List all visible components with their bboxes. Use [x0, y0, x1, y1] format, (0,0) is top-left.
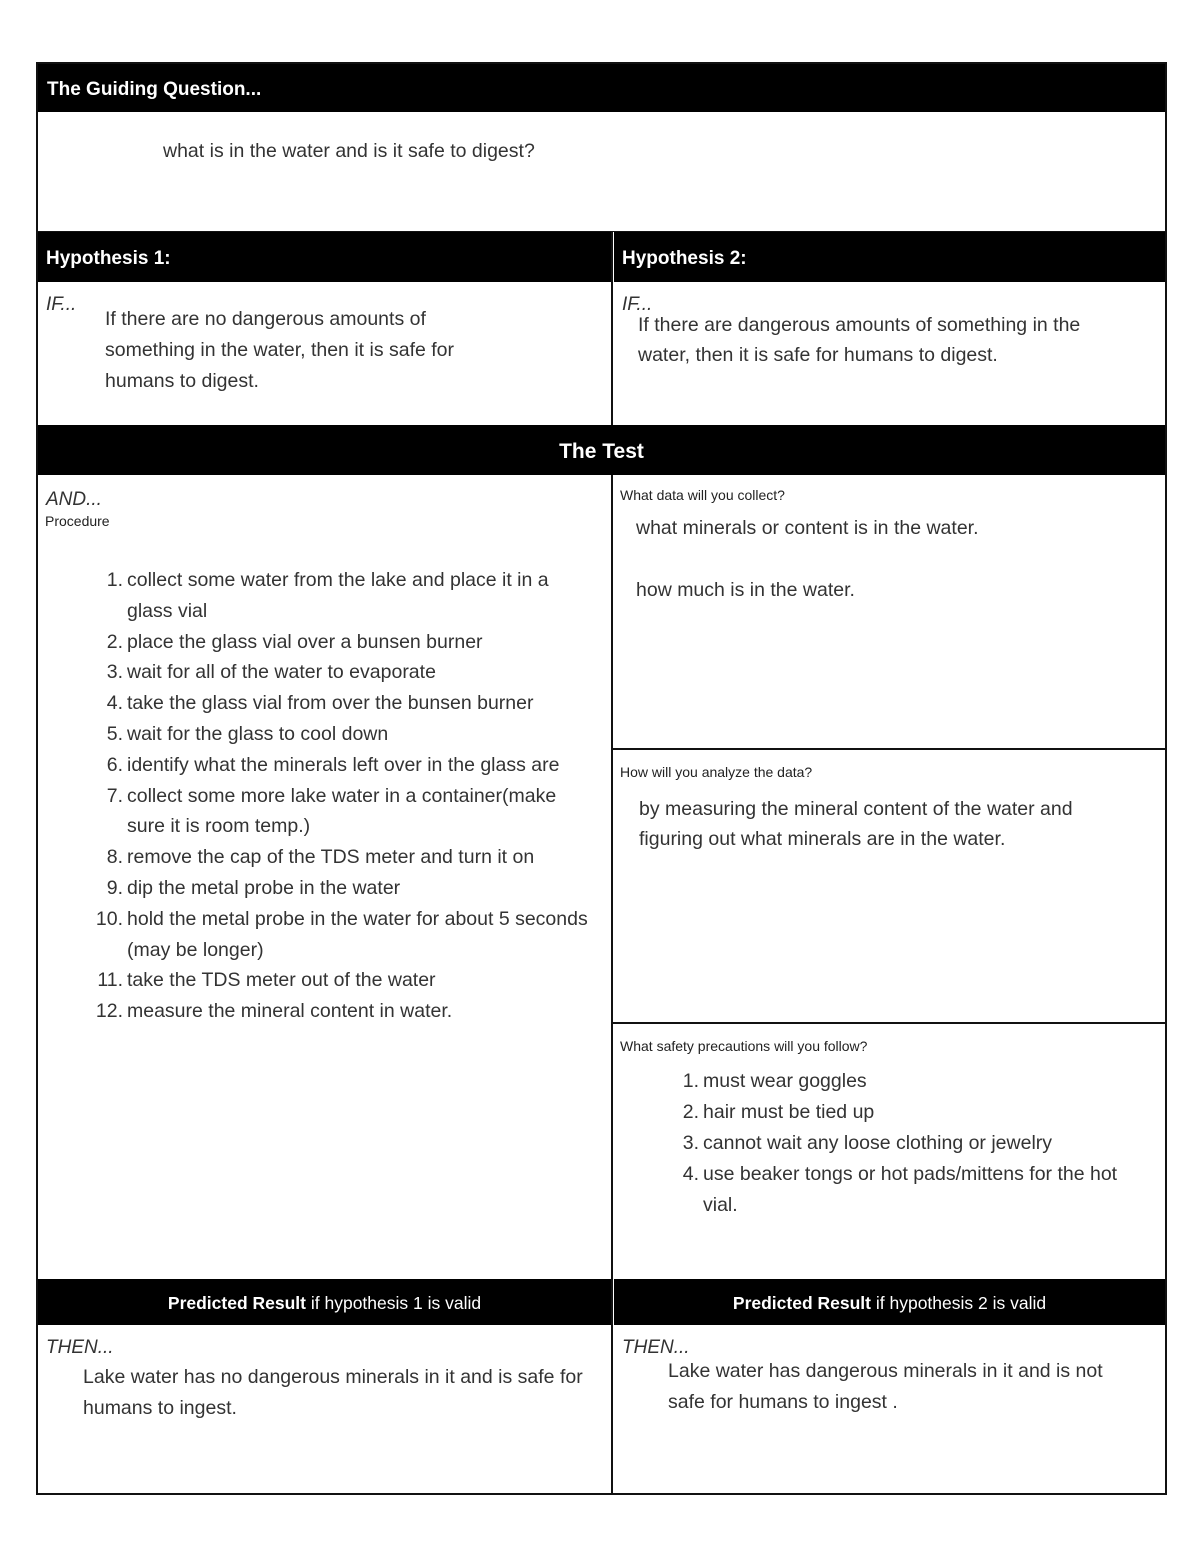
safety-box: [614, 1024, 1165, 1279]
procedure-label: Procedure: [45, 513, 110, 529]
rule-guiding-bottom: [38, 231, 1165, 232]
procedure-step-item: [95, 781, 595, 843]
procedure-step-item-text: wait for all of the water to evaporate: [127, 661, 436, 684]
procedure-step-item-text: hold the metal probe in the water for about 5 seconds (may be longer): [127, 907, 588, 961]
hypothesis-1-header: [38, 232, 611, 282]
procedure-step-item-number: 3.: [106, 661, 123, 684]
safety-precaution-item-number: 3.: [682, 1132, 699, 1154]
procedure-step-item-number: 4.: [106, 692, 123, 715]
safety-precaution-item-text: must wear goggles: [703, 1070, 867, 1092]
safety-precaution-item-number: 4.: [682, 1163, 699, 1185]
procedure-step-item-number: 7.: [106, 784, 123, 807]
procedure-step-item: [95, 688, 595, 719]
and-label: AND...: [46, 489, 102, 510]
procedure-step-item-number: 9.: [106, 876, 123, 899]
analyze-question: How will you analyze the data?: [620, 764, 813, 780]
data-collect-box: [614, 475, 1165, 749]
result-1-box: [38, 1325, 612, 1493]
procedure-step-item-number: 1.: [106, 569, 123, 591]
result-2-then: THEN...: [622, 1337, 690, 1358]
guiding-question-title: The Guiding Question...: [47, 79, 262, 100]
guiding-question-answer: what is in the water and is it safe to digest?: [163, 140, 535, 162]
procedure-step-item-text: identify what the minerals left over in the glass are: [127, 753, 560, 776]
result-2-box: [614, 1325, 1165, 1493]
procedure-step-item-text: wait for the glass to cool down: [127, 722, 389, 745]
procedure-step-item-number: 10.: [95, 907, 123, 930]
safety-precaution-item-text: use beaker tongs or hot pads/mittens for the hot vial.: [703, 1163, 1118, 1216]
procedure-step-item-number: 2.: [106, 630, 123, 653]
procedure-step-item: [95, 842, 595, 873]
procedure-step-item: [95, 904, 595, 966]
result-2-header: [614, 1279, 1165, 1325]
procedure-step-item-text: dip the metal probe in the water: [127, 876, 401, 899]
hypothesis-divider: [611, 232, 613, 425]
procedure-step-item-text: remove the cap of the TDS meter and turn it on: [127, 846, 535, 869]
safety-precaution-item: [671, 1066, 1131, 1097]
procedure-step-item: [95, 965, 595, 996]
procedure-step-item: [95, 657, 595, 688]
procedure-step-item-text: measure the mineral content in water.: [127, 1000, 453, 1023]
safety-list: [671, 1066, 1131, 1221]
data-collect-answer-2: how much is in the water.: [636, 579, 855, 601]
hypothesis-2-title: Hypothesis 2:: [622, 248, 747, 269]
procedure-step-item-number: 6.: [106, 753, 123, 776]
hypothesis-2-header: [614, 232, 1165, 282]
safety-precaution-item-number: 1.: [682, 1070, 699, 1092]
result-1-header-rest: if hypothesis 1 is valid: [306, 1293, 482, 1313]
test-title: The Test: [559, 440, 644, 463]
data-collect-question: What data will you collect?: [620, 487, 785, 503]
result-2-header-rest: if hypothesis 2 is valid: [871, 1293, 1047, 1313]
result-1-header: [38, 1279, 611, 1325]
guiding-question-header: [38, 64, 1165, 112]
procedure-step-item-text: collect some more lake water in a container(make sure it is room temp.): [127, 784, 557, 838]
safety-question: What safety precautions will you follow?: [620, 1038, 868, 1054]
hypothesis-1-text: If there are no dangerous amounts of something in the water, then it is safe for humans to digest.: [105, 308, 455, 392]
result-1-header-bold: Predicted Result: [167, 1293, 306, 1313]
procedure-step-item: [95, 873, 595, 904]
procedure-list: [95, 565, 595, 1027]
procedure-step-item: [95, 565, 595, 627]
procedure-step-item-number: 5.: [106, 722, 123, 745]
hypothesis-2-if: IF...: [622, 294, 653, 315]
procedure-step-item-number: 12.: [95, 1000, 123, 1023]
safety-precaution-item: [671, 1159, 1131, 1221]
safety-precaution-item-text: cannot wait any loose clothing or jewelry: [703, 1132, 1053, 1154]
data-collect-answer-1: what minerals or content is in the water.: [636, 517, 979, 539]
result-2-text: Lake water has dangerous minerals in it and is not safe for humans to ingest .: [668, 1360, 1103, 1413]
worksheet: [36, 62, 1167, 1495]
hypothesis-1-box: [38, 282, 612, 425]
analyze-answer: by measuring the mineral content of the water and figuring out what minerals are in the water.: [639, 798, 1073, 850]
safety-precaution-item-text: hair must be tied up: [703, 1101, 875, 1123]
hypothesis-2-text: If there are dangerous amounts of something in the water, then it is safe for humans to digest.: [638, 314, 1081, 366]
procedure-step-item: [95, 719, 595, 750]
procedure-step-item: [95, 996, 595, 1027]
analyze-box: [614, 750, 1165, 1022]
procedure-box: [38, 475, 612, 1279]
procedure-step-item-text: collect some water from the lake and place it in a glass vial: [127, 569, 549, 622]
procedure-step-item-number: 8.: [106, 846, 123, 869]
procedure-step-item-text: take the glass vial from over the bunsen burner: [127, 692, 534, 715]
safety-precaution-item-number: 2.: [682, 1101, 699, 1123]
procedure-step-item: [95, 627, 595, 658]
guiding-question-box: [38, 112, 1165, 232]
test-header: [38, 425, 1165, 475]
test-divider: [611, 475, 613, 1279]
result-1-then: THEN...: [46, 1337, 114, 1358]
hypothesis-1-if: IF...: [46, 294, 77, 315]
hypothesis-2-box: [614, 282, 1165, 425]
procedure-step-item-text: take the TDS meter out of the water: [127, 969, 436, 992]
procedure-step-item-number: 11.: [97, 969, 123, 992]
procedure-step-item-text: place the glass vial over a bunsen burner: [127, 630, 483, 653]
procedure-step-item: [95, 750, 595, 781]
result-2-header-bold: Predicted Result: [732, 1293, 871, 1313]
safety-precaution-item: [671, 1128, 1131, 1159]
result-1-text: Lake water has no dangerous minerals in it and is safe for humans to ingest.: [83, 1366, 583, 1419]
safety-precaution-item: [671, 1097, 1131, 1128]
hypothesis-1-title: Hypothesis 1:: [46, 248, 171, 269]
